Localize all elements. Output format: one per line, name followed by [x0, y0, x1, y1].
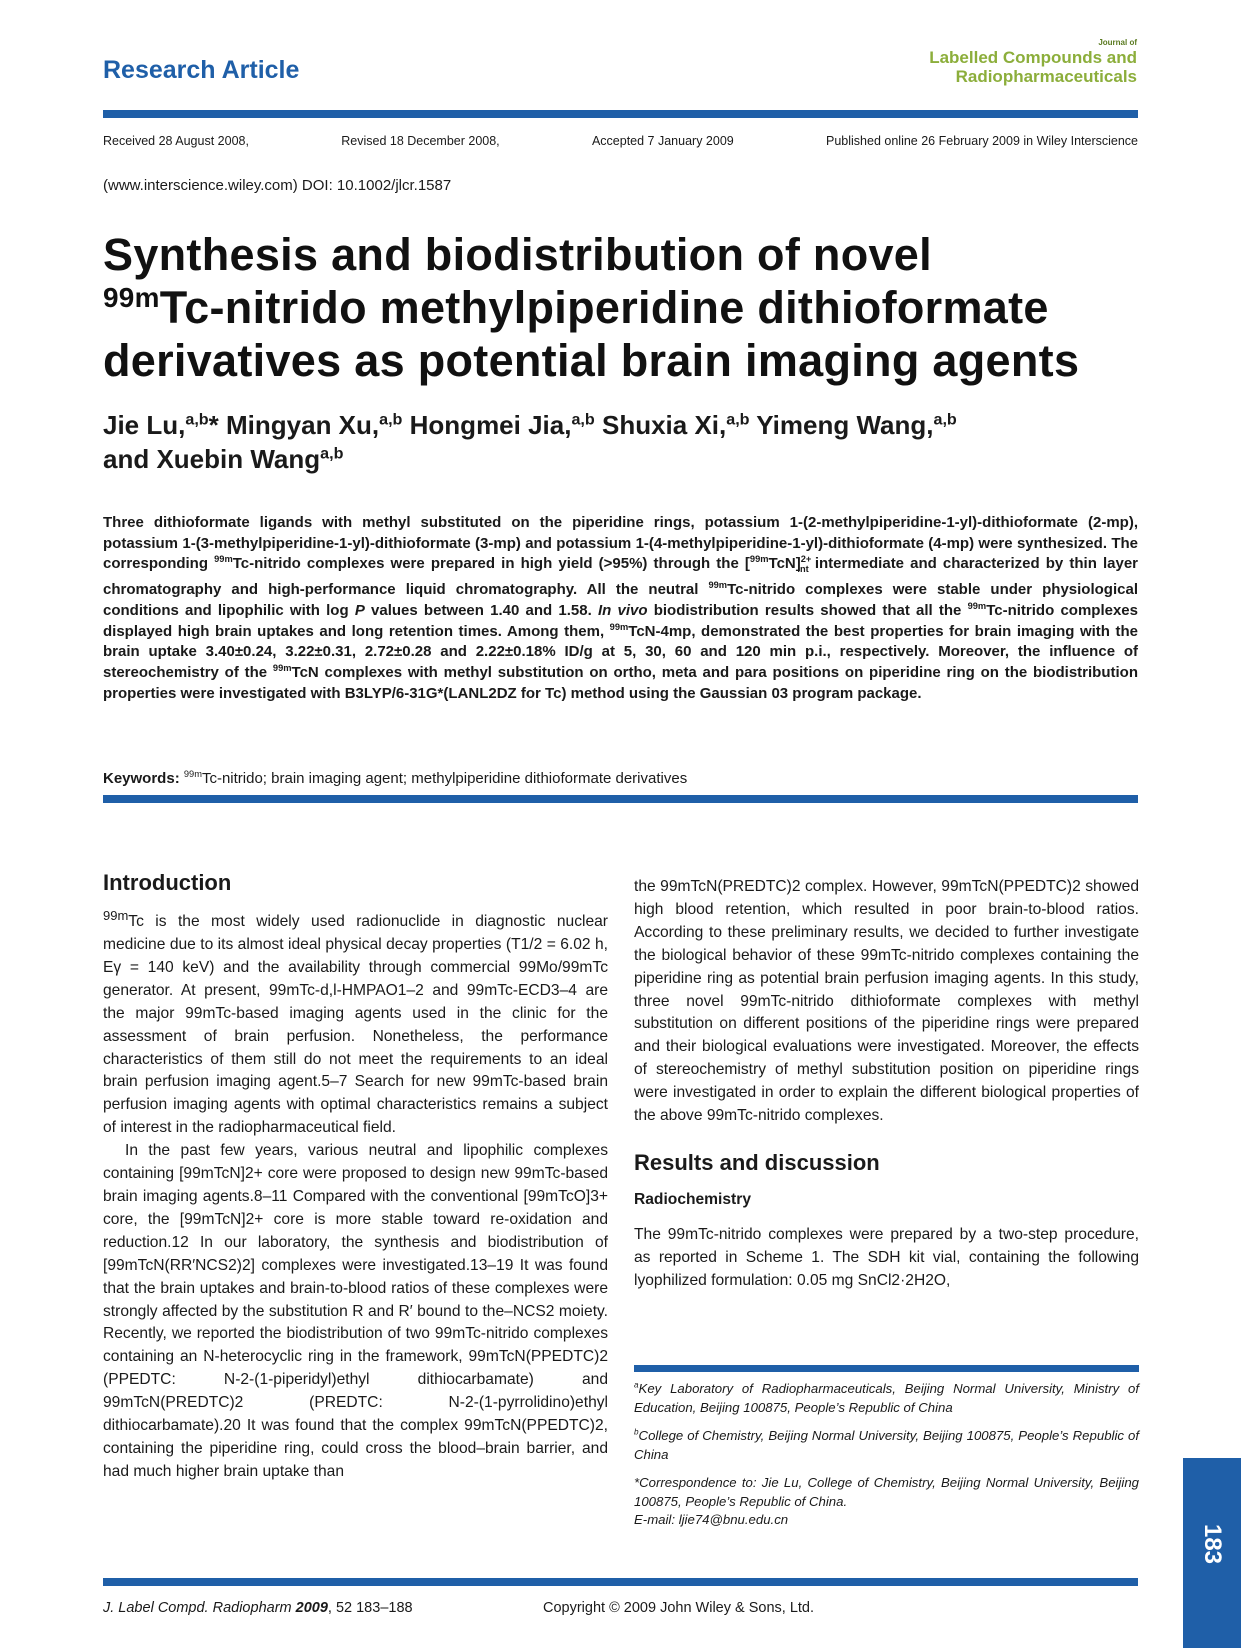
journal-logo	[929, 38, 1137, 86]
page-number: 183	[1199, 1523, 1226, 1565]
journal-logo-small: Journal of	[1098, 38, 1137, 47]
intro-paragraph-1: $^{99m}$Tc is the most widely used radionuclide in diagnostic nuclear medicine due to its almost ideal physical decay properties (T1/2 = 6.02 h, Eγ = 140 keV) and the availability through commercial 99Mo/99mTc generator. At present, 99mTc-d,l-HMPAO1–2 and 99mTc-ECD3–4 are the major 99mTc-based imaging agents used in the clinic for the assessment of brain perfusion. Nonetheless, the performance characteristics of them still do not meet the requirements to an ideal brain perfusion imaging agent.5–7 Search for new 99mTc-based brain perfusion imaging agents with optimal characteristics remains a subject of interest in the radiopharmaceutical field.	[103, 907, 608, 1137]
keywords: Keywords: $^{99m}$Tc-nitrido; brain imaging agent; methylpiperidine dithioformate derivatives	[103, 769, 688, 787]
footnote-correspondence: *Correspondence to: Jie Lu, College of Chemistry, Beijing Normal University, Beijing 100875, People’s Republic of China.	[634, 1475, 1139, 1509]
keywords-text: Tc-nitrido; brain imaging agent; methylpiperidine dithioformate derivatives	[201, 770, 688, 787]
right-paragraph-1: the 99mTcN(PREDTC)2 complex. However, 99mTcN(PPEDTC)2 showed high blood retention, which resulted in poor brain-to-blood ratios. According to these preliminary results, we decided to further investigate the biological behavior of these 99mTc-nitrido complexes containing the piperidine ring as potential brain perfusion imaging agents. In this study, three novel 99mTc-nitrido dithioformate complexes with methyl substitution on different positions of the piperidine rings were prepared and their biological evaluations were investigated. Moreover, the effects of stereochemistry of methyl substitution position on piperidine rings were investigated in order to explain the different biological properties of the above 99mTc-nitrido complexes.	[634, 878, 1139, 1125]
title-line2	[103, 281, 1143, 334]
author-list	[103, 408, 1143, 476]
author: Hongmei Jia,$^{a,b}$	[409, 410, 595, 440]
left-column	[103, 872, 608, 1484]
keywords-label: Keywords:	[103, 770, 180, 787]
date-received: Received 28 August 2008,	[103, 134, 249, 148]
footer-copyright: Copyright © 2009 John Wiley & Sons, Ltd.	[543, 1600, 815, 1616]
journal-logo-line2: Radiopharmaceuticals	[955, 67, 1137, 86]
footnote-email[interactable]: E-mail: ljie74@bnu.edu.cn	[634, 1512, 789, 1527]
title-line3: derivatives as potential brain imaging agents	[103, 335, 1080, 386]
article-dates	[103, 134, 1138, 148]
date-accepted: Accepted 7 January 2009	[591, 134, 734, 148]
intro-heading: Introduction	[103, 870, 232, 895]
results-heading: Results and discussion	[634, 1149, 880, 1175]
section-label: Research Article	[103, 56, 300, 84]
footnote-a: $^a$Key Laboratory of Radiopharmaceuticals, Beijing Normal University, Ministry of Education, Beijing 100875, People’s Republic of China	[634, 1380, 1139, 1415]
header-rule	[103, 110, 1138, 118]
footer-rule	[103, 1578, 1138, 1586]
author: Jie Lu,$^{a,b}$*	[103, 410, 219, 440]
date-revised: Revised 18 December 2008,	[341, 134, 500, 148]
right-column	[634, 876, 1139, 1293]
abstract-rule	[103, 795, 1138, 803]
right-paragraph-2: The 99mTc-nitrido complexes were prepared by a two-step procedure, as reported in Scheme 1. The SDH kit vial, containing the following lyophilized formulation: 0.05 mg SnCl2·2H2O,	[634, 1225, 1139, 1289]
footnote-b: $^b$College of Chemistry, Beijing Normal University, Beijing 100875, People’s Republic of China	[634, 1427, 1139, 1462]
author: Yimeng Wang,$^{a,b}$	[756, 410, 957, 440]
doi[interactable]: (www.interscience.wiley.com) DOI: 10.1002/jlcr.1587	[103, 177, 452, 194]
date-published: Published online 26 February 2009 in Wiley Interscience	[826, 134, 1138, 148]
author: Shuxia Xi,$^{a,b}$	[601, 410, 750, 440]
title-line1: Synthesis and biodistribution of novel	[103, 229, 932, 280]
title-sup: 99m	[103, 282, 160, 313]
footer-citation: J. Label Compd. Radiopharm 2009, 52 183–188	[103, 1600, 413, 1616]
journal-logo-line1: Labelled Compounds and	[929, 48, 1137, 67]
intro-paragraph-2: In the past few years, various neutral and lipophilic complexes containing [99mTcN]2+ core were proposed to design new 99mTc-based brain imaging agents.8–11 Compared with the conventional [99mTcO]3+ core, the [99mTcN]2+ core is more stable toward re-oxidation and reduction.12 In our laboratory, the synthesis and biodistribution of [99mTcN(RR′NCS2)2] complexes were investigated.13–19 It was found that the brain uptakes and brain-to-blood ratios of these complexes were strongly affected by the substitution R and R′ bound to the–NCS2 moiety. Recently, we reported the biodistribution of two 99mTc-nitrido complexes containing an N-heterocyclic ring in the framework, 99mTcN(PPEDTC)2 (PPEDTC: N-2-(1-piperidyl)ethyl dithiocarbamate) and 99mTcN(PREDTC)2 (PREDTC: N-2-(1-pyrrolidino)ethyl dithiocarbamate).20 It was found that the complex 99mTcN(PPEDTC)2, containing the piperidine ring, could cross the blood–brain barrier, and had much higher brain uptake than	[103, 1142, 608, 1480]
title-line2-text: Tc-nitrido methylpiperidine dithioformate	[159, 282, 1049, 333]
author: and Xuebin Wang$^{a,b}$	[103, 444, 344, 474]
author: Mingyan Xu,$^{a,b}$	[226, 410, 403, 440]
footnote-rule	[634, 1365, 1139, 1372]
article-title	[103, 228, 1143, 387]
footnotes	[634, 1380, 1139, 1540]
abstract: Three dithioformate ligands with methyl substituted on the piperidine rings, potassium 1-(2-methylpiperidine-1-yl)-dithioformate (2-mp), potassium 1-(3-methylpiperidine-1-yl)-dithioformate (3-mp) and potassium 1-(4-methylpiperidine-1-yl)-dithioformate (4-mp) were synthesized. The corresponding $^{99m}$Tc-nitrido complexes were prepared in high yield (>95%) through the $[^{99m}TcN]^{2+}_{int}$ intermediate and characterized by thin layer chromatography and high-performance liquid chromatography. All the neutral $^{99m}$Tc-nitrido complexes were stable under physiological conditions and lipophilic with log P values between 1.40 and 1.58. In vivo biodistribution results showed that all the $^{99m}$Tc-nitrido complexes displayed high brain uptakes and long retention times. Among them, $^{99m}$TcN-4mp, demonstrated the best properties for brain imaging with the brain uptake 3.40±0.24, 3.22±0.31, 2.72±0.28 and 2.22±0.18% ID/g at 5, 30, 60 and 120 min p.i., respectively. Moreover, the influence of stereochemistry of the $^{99m}$TcN complexes with methyl substitution on ortho, meta and para positions on piperidine ring on the biodistribution properties were investigated with B3LYP/6-31G*(LANL2DZ for Tc) method using the Gaussian 03 program package.	[103, 514, 1138, 702]
radiochemistry-heading: Radiochemistry	[634, 1190, 751, 1208]
